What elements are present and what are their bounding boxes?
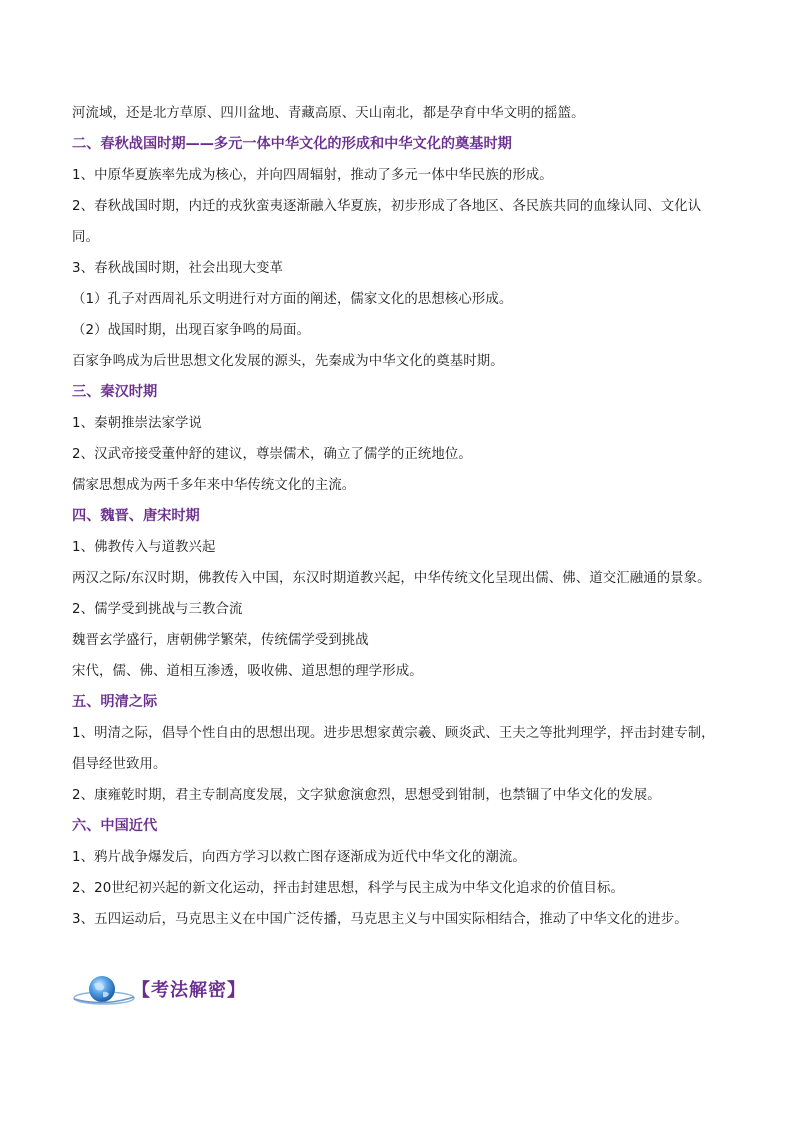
exam-method-banner (72, 972, 312, 1008)
paragraph-line: 倡导经世致用。 (72, 757, 167, 772)
section-heading-modern-china: 六、中国近代 (72, 818, 158, 834)
paragraph-line: 宋代，儒、佛、道相互渗透，吸收佛、道思想的理学形成。 (72, 664, 423, 679)
paragraph-line: （1）孔子对西周礼乐文明进行对方面的阐述，儒家文化的思想核心形成。 (72, 292, 513, 307)
paragraph-line: 百家争鸣成为后世思想文化发展的源头，先秦成为中华文化的奠基时期。 (72, 354, 504, 369)
paragraph-line: 1、佛教传入与道教兴起 (72, 540, 216, 555)
paragraph-line: 1、秦朝推崇法家学说 (72, 416, 203, 431)
section-heading-qin-han: 三、秦汉时期 (72, 384, 158, 400)
paragraph-line: 3、五四运动后，马克思主义在中国广泛传播，马克思主义与中国实际相结合，推动了中华文化的进步。 (72, 912, 688, 927)
paragraph-line: 2、20世纪初兴起的新文化运动，抨击封建思想，科学与民主成为中华文化追求的价值目标。 (72, 881, 624, 896)
paragraph-line: 1、中原华夏族率先成为核心，并向四周辐射，推动了多元一体中华民族的形成。 (72, 168, 553, 183)
paragraph-line: 2、康雍乾时期，君主专制高度发展，文字狱愈演愈烈，思想受到钳制，也禁锢了中华文化的发展。 (72, 788, 661, 803)
paragraph-line: （2）战国时期，出现百家争鸣的局面。 (72, 323, 310, 338)
paragraph-line: 3、春秋战国时期，社会出现大变革 (72, 261, 283, 276)
paragraph-line: 1、鸦片战争爆发后，向西方学习以救亡图存逐渐成为近代中华文化的潮流。 (72, 850, 526, 865)
paragraph-line: 1、明清之际，倡导个性自由的思想出现。进步思想家黄宗羲、顾炎武、王夫之等批判理学，抨击封建专制， (72, 726, 715, 741)
paragraph-line: 两汉之际/东汉时期，佛教传入中国，东汉时期道教兴起，中华传统文化呈现出儒、佛、道交汇融通的景象。 (72, 571, 711, 586)
section-heading-spring-autumn: 二、春秋战国时期——多元一体中华文化的形成和中华文化的奠基时期 (72, 136, 512, 152)
paragraph-line: 魏晋玄学盛行，唐朝佛学繁荣，传统儒学受到挑战 (72, 633, 369, 648)
paragraph-line: 儒家思想成为两千多年来中华传统文化的主流。 (72, 478, 356, 493)
paragraph-line: 2、汉武帝接受董仲舒的建议，尊崇儒术，确立了儒学的正统地位。 (72, 447, 472, 462)
paragraph-line: 2、儒学受到挑战与三教合流 (72, 602, 243, 617)
banner-title: 【考法解密】 (132, 980, 246, 1001)
paragraph-line: 2、春秋战国时期，内迁的戎狄蛮夷逐渐融入华夏族，初步形成了各地区、各民族共同的血缘认同、文化认 (72, 199, 702, 214)
globe-icon (72, 972, 136, 1008)
paragraph-line: 河流域，还是北方草原、四川盆地、青藏高原、天山南北，都是孕育中华文明的摇篮。 (72, 106, 585, 121)
section-heading-ming-qing: 五、明清之际 (72, 694, 158, 710)
section-heading-wei-jin-tang-song: 四、魏晋、唐宋时期 (72, 508, 200, 524)
paragraph-line: 同。 (72, 230, 99, 245)
document-body (72, 98, 732, 935)
